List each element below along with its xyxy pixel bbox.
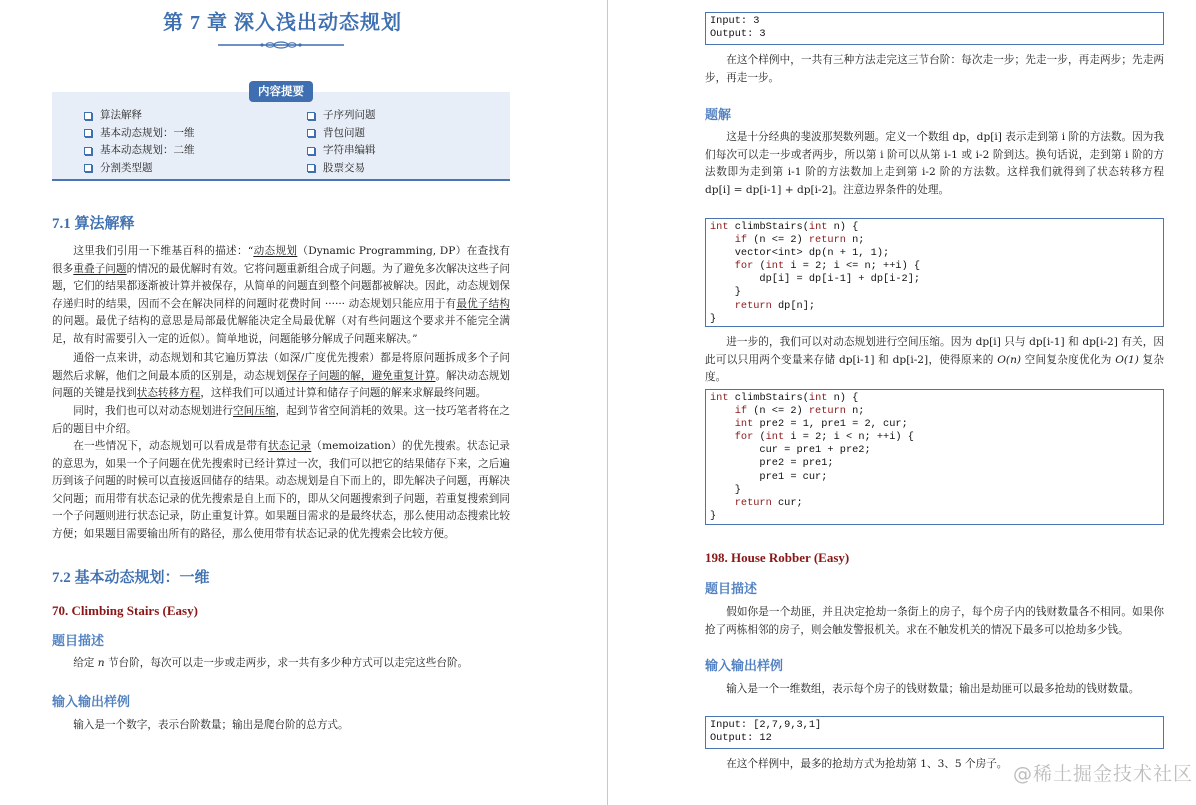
summary-tag: 内容提要 xyxy=(249,81,313,102)
summary-item: 背包问题 xyxy=(307,125,376,143)
term-dynamic-programming: 动态规划 xyxy=(253,245,298,257)
summary-item: 算法解释 xyxy=(84,107,195,125)
summary-item: 基本动态规划：一维 xyxy=(84,125,195,143)
example-explanation-climbing: 在这个样例中，一共有三种方法走完这三节台阶：每次走一步；先走一步，再走两步；先走两步，再走一步。 xyxy=(705,54,1164,84)
example-box-climbing: Input: 3 Output: 3 xyxy=(705,12,1164,45)
section-heading-7-2: 7.2 基本动态规划：一维 xyxy=(52,570,210,586)
compression-text: 进一步的，我们可以对动态规划进行空间压缩。因为 dp[i] 只与 dp[i-1] 和 dp[i-2] 有关，因此可以只用两个变量来存储 dp[i-1] 和 dp[i-2]，使得原来的 O(n) 空间复杂度优化为 O(1) 复杂度。 xyxy=(705,336,1164,384)
code-line: if (n <= 2) return n; xyxy=(734,405,865,418)
solution-text: 这是十分经典的斐波那契数列题。定义一个数组 dp，dp[i] 表示走到第 i 阶的方法数。因为我们每次可以走一步或者两步，所以第 i 阶可以从第 i-1 或 i-2 阶到达。换句话说，走到第 i 阶的方法数即为走到第 i-1 阶的方法数加上走到第 i-2 阶的方法数。这样我们就得到了状态转移方程 dp[i] = dp[i-1] + dp[i-2]。注意边界条件的处理。 xyxy=(705,131,1164,196)
code-line: dp[i] = dp[i-1] + dp[i-2]; xyxy=(710,273,921,286)
checkbox-icon xyxy=(307,112,315,120)
chapter-title: 第 7 章 深入浅出动态规划 xyxy=(163,12,402,34)
code-line: if (n <= 2) return n; xyxy=(734,234,865,247)
paragraph-memoization: 在一些情况下，动态规划可以看成是带有状态记录（memoization）的优先搜索。状态记录的意思为，如果一个子问题在优先搜索时已经计算过一次，我们可以把它的结果储存下来，之后遍历到该子问题的时候可以直接返回储存的结果。动态规划是自下而上的，即先解决子问题，再解决父问题；而用带有状态记录的优先搜索是自上而下的，即从父问题搜索到子问题，若重复搜索到同一个子问题则进行状态记录，防止重复计算。如果题目需求的是最终状态，那么使用动态搜索比较方便；如果题目需要输出所有的路径，那么使用带有状态记录的优先搜索会比较方便。 xyxy=(52,440,511,540)
code-line: } xyxy=(710,483,741,496)
code-block-dp-array xyxy=(705,218,1164,327)
code-line: for (int i = 2; i <= n; ++i) { xyxy=(734,260,921,273)
code-line: } xyxy=(710,509,717,522)
code-line: return dp[n]; xyxy=(734,299,816,312)
code-line: } xyxy=(710,286,741,299)
solution-heading: 题解 xyxy=(705,107,732,122)
paragraph-dp-vs-search: 通俗一点来讲，动态规划和其它遍历算法（如深/广度优先搜索）都是将原问题拆成多个子问题然后求解，他们之间最本质的区别是，动态规划保存子问题的解，避免重复计算。解决动态规划问题的关键是找到状态转移方程，这样我们可以通过计算和储存子问题的解来求解最终问题。 xyxy=(52,352,511,400)
code-line: pre2 = pre1; xyxy=(710,457,834,470)
summary-item: 分割类型题 xyxy=(84,160,195,178)
checkbox-icon xyxy=(84,164,92,172)
checkbox-icon xyxy=(84,112,92,120)
code-block-compressed xyxy=(705,389,1164,525)
term-memoization: 状态记录 xyxy=(267,440,312,452)
code-line: vector<int> dp(n + 1, 1); xyxy=(710,247,890,260)
io-heading: 输入输出样例 xyxy=(52,694,131,709)
code-line: for (int i = 2; i < n; ++i) { xyxy=(734,431,914,444)
term-overlapping-subproblems: 重叠子问题 xyxy=(73,262,127,275)
term-space-compression: 空间压缩 xyxy=(233,405,276,417)
checkbox-icon xyxy=(307,164,315,172)
code-line: int climbStairs(int n) { xyxy=(710,392,859,404)
checkbox-icon xyxy=(307,129,315,137)
io-description-198: 输入是一个一维数组，表示每个房子的钱财数量；输出是劫匪可以最多抢劫的钱财数量。 xyxy=(726,683,1140,695)
example-box-robber: Input: [2,7,9,3,1] Output: 12 xyxy=(705,716,1164,749)
summary-list-right xyxy=(307,107,376,177)
summary-item: 字符串编辑 xyxy=(307,142,376,160)
code-line: cur = pre1 + pre2; xyxy=(710,444,871,457)
title-ornament-icon xyxy=(218,40,344,50)
term-optimal-substructure: 最优子结构 xyxy=(456,297,511,310)
io-description: 输入是一个数字，表示台阶数量；输出是爬台阶的总方式。 xyxy=(73,719,349,731)
desc-heading: 题目描述 xyxy=(52,633,105,648)
code-line: int climbStairs(int n) { xyxy=(710,221,859,233)
example-explanation-robber: 在这个样例中，最多的抢劫方式为抢劫第 1、3、5 个房子。 xyxy=(726,758,1008,770)
io-heading-198: 输入输出样例 xyxy=(705,658,784,673)
term-state-transition: 状态转移方程 xyxy=(136,387,201,400)
problem-description: 给定 n 节台阶，每次可以走一步或走两步，求一共有多少种方式可以走完这些台阶。 xyxy=(73,657,469,669)
code-line: } xyxy=(710,312,717,325)
code-line: pre1 = cur; xyxy=(710,470,828,483)
section-heading-7-1: 7.1 算法解释 xyxy=(52,216,135,232)
code-line: int pre2 = 1, pre1 = 2, cur; xyxy=(734,418,908,431)
problem-title-70: 70. Climbing Stairs (Easy) xyxy=(52,603,198,618)
paragraph-dp-definition: 这里我们引用一下维基百科的描述：“动态规划（Dynamic Programming, DP）在查找有很多重叠子问题的情况的最优解时有效。它将问题重新组合成子问题。为了避免多次解决这些子问题，它们的结果都逐渐被计算并被保存，从简单的问题直到整个问题都被解决。因此，动态规划保存递归时的结果，因而不会在解决同样的问题时花费时间 ······ 动态规划只能应用于有最优子结构的问题。最优子结构的意思是局部最优解能决定全局最优解（对有些问题这个要求并不能完全满足，故有时需要引入一定的近似）。简单地说，问题能够分解成子问题来解决。” xyxy=(52,245,511,345)
checkbox-icon xyxy=(84,147,92,155)
desc-heading-198: 题目描述 xyxy=(705,581,758,596)
summary-list-left xyxy=(84,107,195,177)
watermark: @稀土掘金技术社区 xyxy=(1013,763,1194,785)
summary-item: 子序列问题 xyxy=(307,107,376,125)
problem-title-198: 198. House Robber (Easy) xyxy=(705,550,850,565)
checkbox-icon xyxy=(307,147,315,155)
summary-item: 股票交易 xyxy=(307,160,376,178)
paragraph-space-compression: 同时，我们也可以对动态规划进行空间压缩，起到节省空间消耗的效果。这一技巧笔者将在之后的题目中介绍。 xyxy=(52,405,511,435)
term-save-subproblems: 保存子问题的解，避免重复计算 xyxy=(286,369,436,382)
checkbox-icon xyxy=(84,129,92,137)
problem-description-198: 假如你是一个劫匪，并且决定抢劫一条街上的房子，每个房子内的钱财数量各不相同。如果你抢了两栋相邻的房子，则会触发警报机关。求在不触发机关的情况下最多可以抢劫多少钱。 xyxy=(705,606,1164,636)
summary-item: 基本动态规划：二维 xyxy=(84,142,195,160)
code-line: return cur; xyxy=(734,496,803,509)
